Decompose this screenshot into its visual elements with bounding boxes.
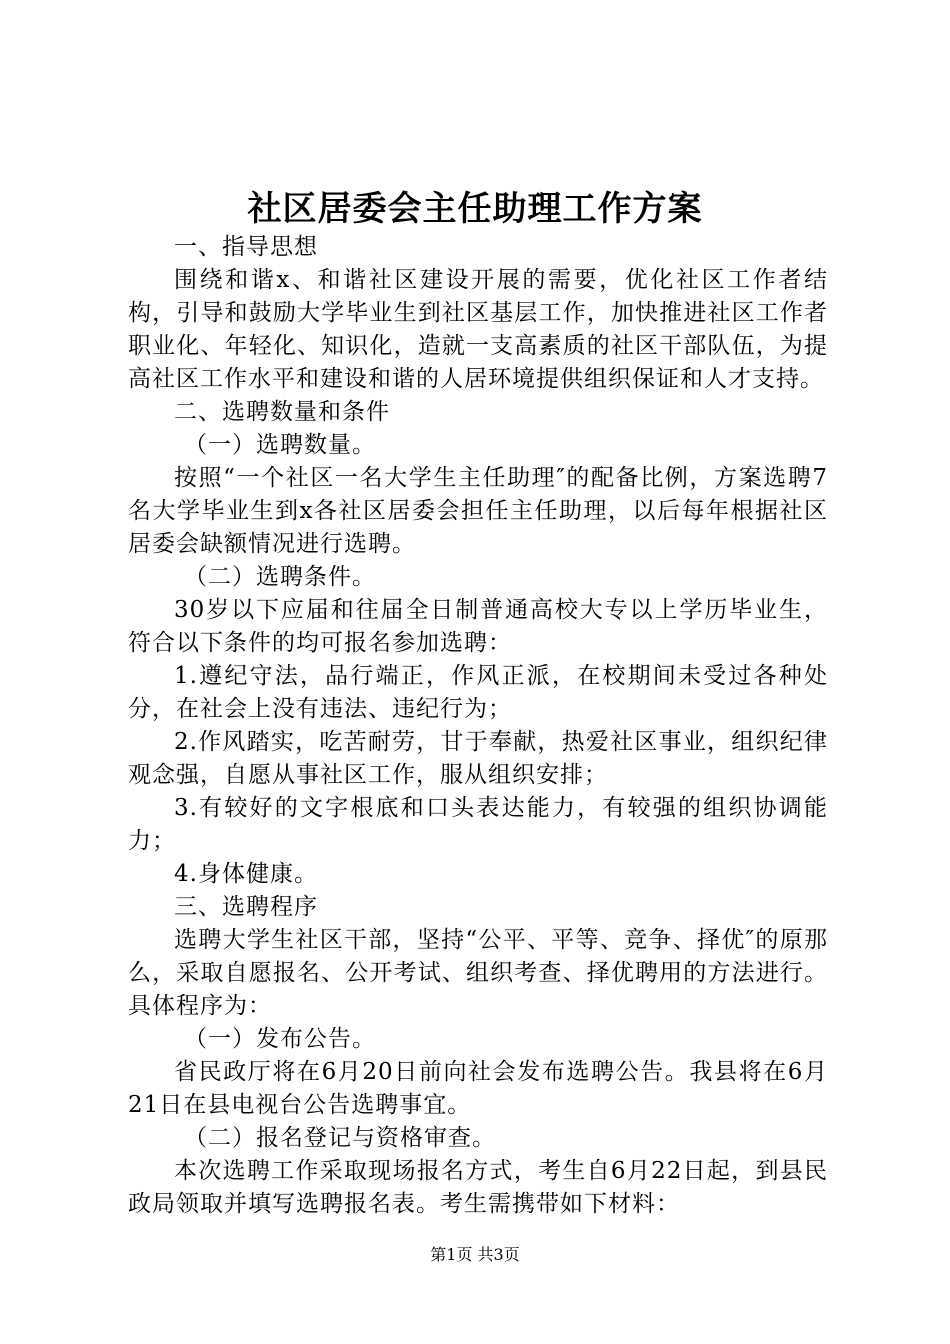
subsection-heading: （二）报名登记与资格审查。 bbox=[184, 1125, 496, 1151]
subsection-heading: （一）发布公告。 bbox=[184, 1026, 376, 1052]
subsection-heading: （二）选聘条件。 bbox=[184, 564, 376, 590]
section-heading: 三、选聘程序 bbox=[174, 894, 318, 920]
subsection-heading: （一）选聘数量。 bbox=[184, 432, 376, 458]
list-item: 1.遵纪守法，品行端正，作风正派，在校期间未受过各种处分，在社会上没有违法、违纪行为； bbox=[128, 663, 828, 722]
section-heading: 一、指导思想 bbox=[174, 234, 318, 260]
list-item: 2.作风踏实，吃苦耐劳，甘于奉献，热爱社区事业，组织纪律观念强，自愿从事社区工作，服从组织安排； bbox=[128, 729, 828, 788]
paragraph: 本次选聘工作采取现场报名方式，考生自6月22日起，到县民政局领取并填写选聘报名表。考生需携带如下材料： bbox=[128, 1158, 828, 1217]
section-heading: 二、选聘数量和条件 bbox=[174, 399, 390, 425]
list-item: 4.身体健康。 bbox=[174, 861, 318, 887]
paragraph: 围绕和谐x、和谐社区建设开展的需要，优化社区工作者结构，引导和鼓励大学毕业生到社区基层工作，加快推进社区工作者职业化、年轻化、知识化，造就一支高素质的社区干部队伍，为提高社区工作水平和建设和谐的人居环境提供组织保证和人才支持。 bbox=[128, 267, 828, 392]
list-item: 3.有较好的文字根底和口头表达能力，有较强的组织协调能力； bbox=[128, 795, 828, 854]
document-body bbox=[128, 231, 828, 1221]
paragraph: 省民政厅将在6月20日前向社会发布选聘公告。我县将在6月21日在县电视台公告选聘事宜。 bbox=[128, 1059, 828, 1118]
document-title: 社区居委会主任助理工作方案 bbox=[247, 189, 703, 229]
paragraph: 30岁以下应届和往届全日制普通高校大专以上学历毕业生，符合以下条件的均可报名参加选聘： bbox=[128, 597, 828, 656]
paragraph: 选聘大学生社区干部，坚持“公平、平等、竞争、择优″的原那么，采取自愿报名、公开考试、组织考查、择优聘用的方法进行。具体程序为： bbox=[128, 927, 828, 1019]
page-footer: 第1页 共3页 bbox=[430, 1245, 520, 1264]
paragraph: 按照“一个社区一名大学生主任助理″的配备比例，方案选聘7名大学毕业生到x各社区居委会担任主任助理，以后每年根据社区居委会缺额情况进行选聘。 bbox=[128, 465, 828, 557]
